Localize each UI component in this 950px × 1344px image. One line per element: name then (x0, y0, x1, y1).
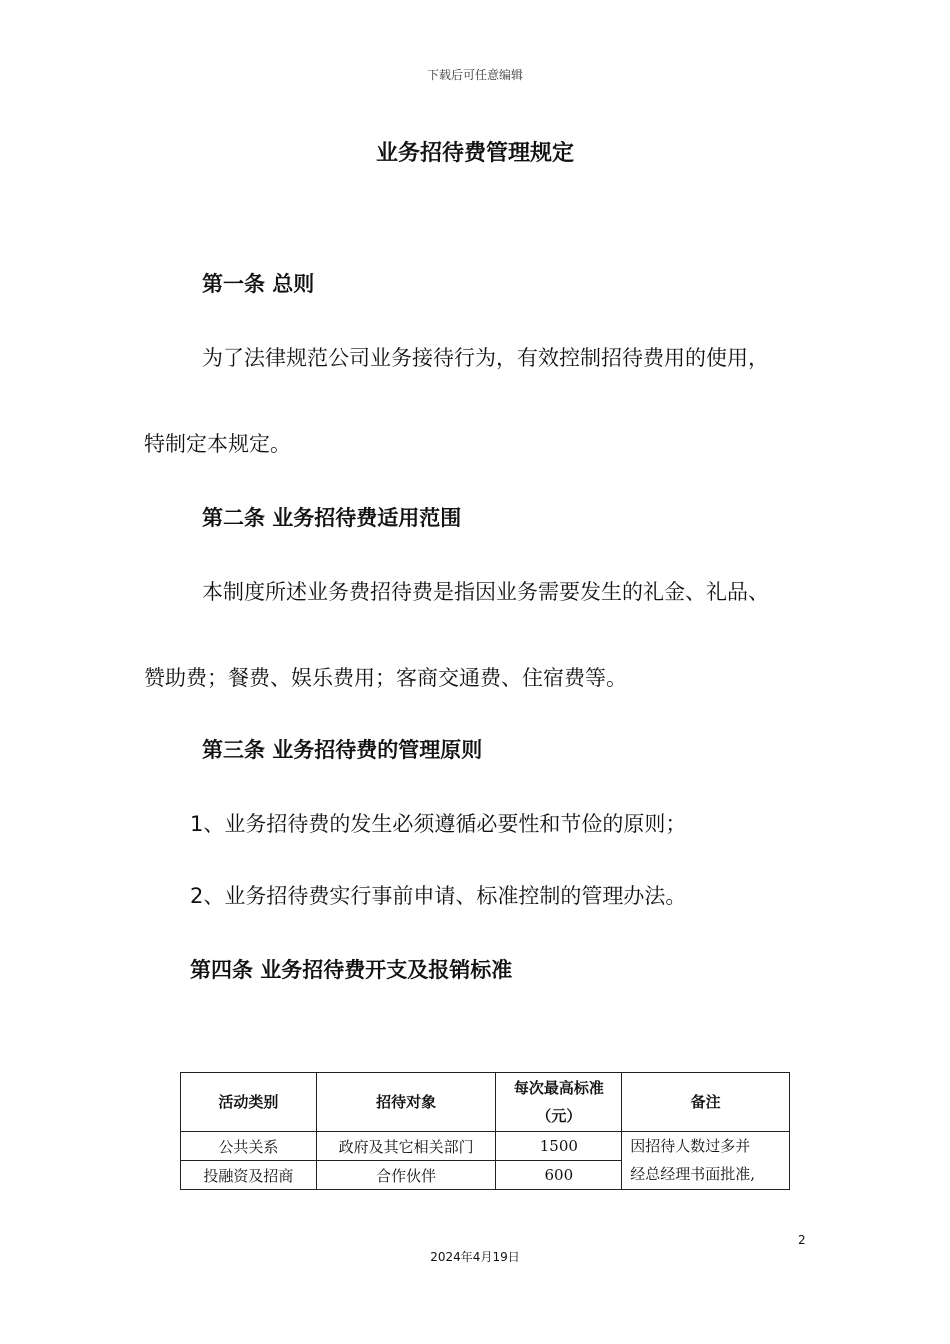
page-number: 2 (798, 1233, 806, 1247)
article-3-heading: 第三条 业务招待费的管理原则 (202, 738, 483, 762)
article-1-line-1: 为了法律规范公司业务接待行为，有效控制招待费用的使用， (202, 346, 769, 370)
article-2-line-2: 赞助费；餐费、娱乐费用；客商交通费、住宿费等。 (144, 666, 627, 690)
article-2-line-1: 本制度所述业务费招待费是指因业务需要发生的礼金、礼品、 (202, 580, 769, 604)
column-header-target: 招待对象 (316, 1073, 496, 1132)
column-header-category: 活动类别 (181, 1073, 317, 1132)
table-header-row (181, 1073, 790, 1132)
cell-limit: 600 (496, 1161, 622, 1190)
column-header-limit-line-2: （元） (536, 1107, 582, 1125)
cell-target: 政府及其它相关部门 (316, 1132, 496, 1161)
article-2-heading: 第二条 业务招待费适用范围 (202, 506, 462, 530)
cell-limit: 1500 (496, 1132, 622, 1161)
page-header: 下载后可任意编辑 (426, 68, 523, 82)
reimbursement-standard-table (180, 1072, 790, 1190)
article-3-item-1: 1、业务招待费的发生必须遵循必要性和节俭的原则； (190, 812, 687, 836)
article-1-heading: 第一条 总则 (202, 272, 315, 296)
column-header-note: 备注 (622, 1073, 790, 1132)
document-title: 业务招待费管理规定 (375, 141, 574, 166)
article-1-line-2: 特制定本规定。 (144, 432, 291, 456)
table-row (181, 1132, 790, 1161)
cell-category: 投融资及招商 (181, 1161, 317, 1190)
column-header-limit (496, 1073, 622, 1132)
article-4-heading: 第四条 业务招待费开支及报销标准 (190, 958, 513, 982)
note-line-1: 因招待人数过多并 (630, 1137, 751, 1155)
cell-category: 公共关系 (181, 1132, 317, 1161)
article-3-item-2: 2、业务招待费实行事前申请、标准控制的管理办法。 (190, 884, 687, 908)
note-line-2: 经总经理书面批准, (630, 1165, 756, 1183)
cell-note (622, 1132, 790, 1190)
footer-date: 2024年4月19日 (430, 1250, 520, 1264)
cell-target: 合作伙伴 (316, 1161, 496, 1190)
column-header-limit-line-1: 每次最高标准 (513, 1079, 604, 1097)
